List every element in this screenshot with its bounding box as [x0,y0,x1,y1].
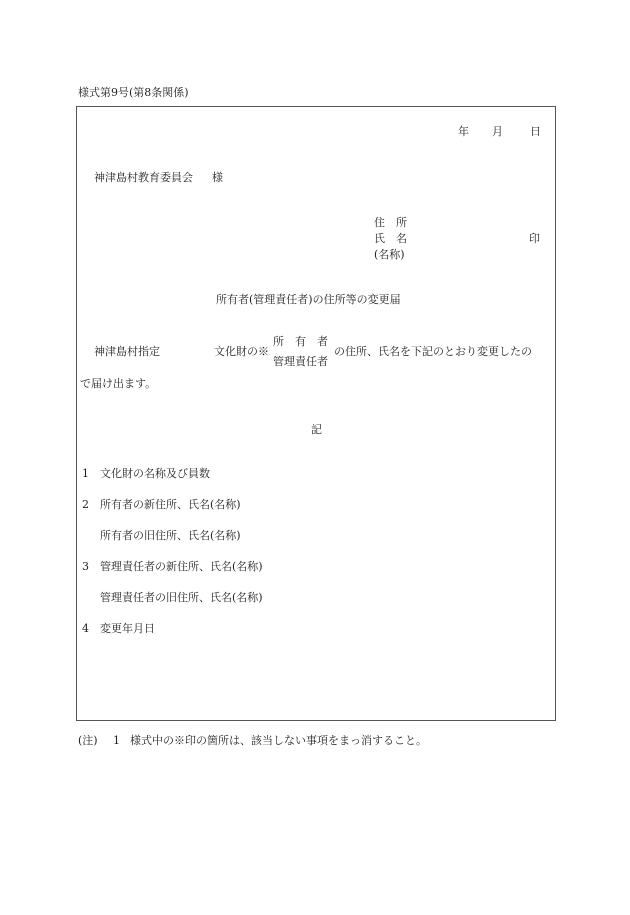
date-month-label: 月 [492,125,503,138]
note-text: 様式中の※印の箇所は、該当しない事項をまっ消すること。 [130,734,427,747]
body-designation: 神津島村指定 [94,345,160,358]
body-rest: の住所、氏名を下記のとおり変更したの [334,345,532,358]
note-number: 1 [113,734,120,747]
item-number: 1 [82,467,89,480]
item-number: 3 [82,560,89,573]
body-continuation: で届け出ます。 [80,377,157,390]
body-option-owner: 所 有 者 [273,335,328,348]
note-prefix: (注) [78,734,98,747]
item-label: 管理責任者の旧住所、氏名(名称) [100,591,263,604]
item-label: 変更年月日 [100,622,155,635]
ki-heading: 記 [311,423,322,436]
date-year-label: 年 [458,125,469,138]
body-property: 文化財の※ [214,345,269,358]
applicant-name-label: 氏 名 [374,232,407,245]
item-number: 4 [82,622,89,635]
item-label: 文化財の名称及び員数 [100,467,210,480]
applicant-name-note: (名称) [374,248,405,261]
addressee-name: 神津島村教育委員会 [94,171,193,184]
applicant-address-label: 住 所 [374,216,407,229]
item-label: 所有者の旧住所、氏名(名称) [100,529,241,542]
item-label: 管理責任者の新住所、氏名(名称) [100,560,263,573]
form-number: 様式第9号(第8条関係) [78,86,189,99]
addressee-honorific: 様 [212,171,223,184]
document-title: 所有者(管理責任者)の住所等の変更届 [216,293,401,306]
item-number: 2 [82,498,89,511]
item-label: 所有者の新住所、氏名(名称) [100,498,241,511]
applicant-seal: 印 [529,232,540,245]
date-day-label: 日 [530,125,541,138]
body-option-manager: 管理責任者 [273,355,328,368]
